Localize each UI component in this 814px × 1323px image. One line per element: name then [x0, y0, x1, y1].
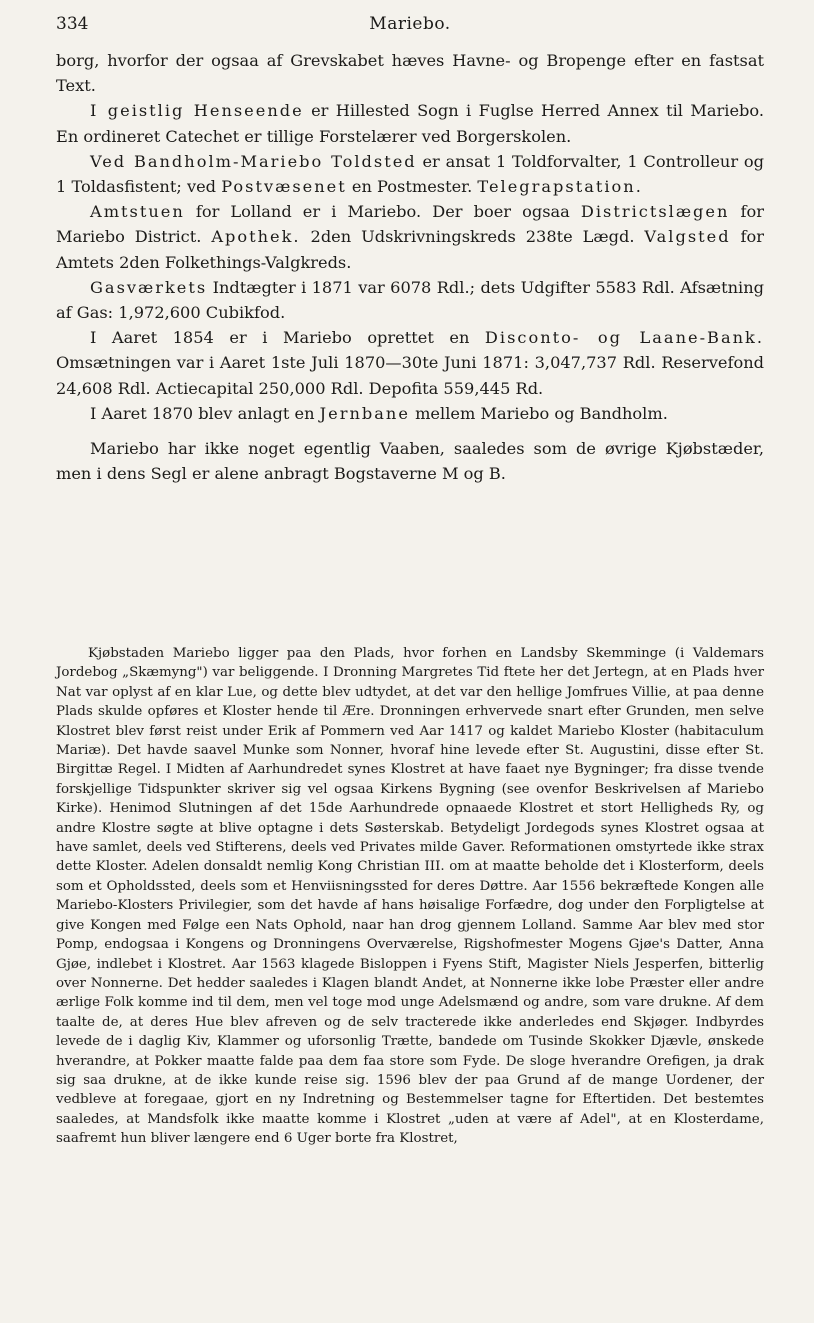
lead-jernbane: Jernbane [319, 403, 410, 423]
text-gasvaerk: Indtægter i 1871 var 6078 Rdl.; dets Udgifter 5583 Rdl. Afsætning af Gas: 1,972,600 Cubikfod. [56, 277, 764, 323]
paragraph-bank [56, 325, 764, 401]
text-amtstuen: for Lolland er i Mariebo. Der boer ogsaa [184, 202, 581, 222]
text-bank-intro: I Aaret 1854 er i Mariebo oprettet en [90, 328, 485, 348]
text-postvaesen: en Postmester. [346, 177, 478, 197]
paragraph-vaaben: Mariebo har ikke noget egentlig Vaaben, saaledes som de øvrige Kjøbstæder, men i dens Segl er alene anbragt Bogstaverne M og B. [56, 439, 764, 484]
text-jernbane: mellem Mariebo og Bandholm. [409, 403, 668, 423]
lead-districtslaege: Districtslægen [580, 202, 730, 222]
history-paragraph: Kjøbstaden Mariebo ligger paa den Plads, hvor forhen en Landsby Skemminge (i Valdemars Jordebog „Skæmyng") var beliggende. I Dronning Margretes Tid ftete her det Jertegn, at en Plads hver Nat var oplyst af en klar Lue, og dette blev udtydet, at det var den hellige Jomfrues Villie, at paa denne Plads skulde opføres et Kloster hende til Ære. Dronningen erhvervede snart efter Grunden, men selve Klostret blev først reist under Erik af Pommern ved Aar 1417 og kaldet Mariebo Kloster (habitaculum Mariæ). Det havde saavel Munke som Nonner, hvoraf hine levede efter St. Augustini, disse efter St. Birgittæ Regel. I Midten af Aarhundredet synes Klostret at have faaet nye Bygninger; fra disse tvende forskjellige Tidspunkter skriver sig vel ogsaa Kirkens Bygning (see ovenfor Beskrivelsen af Mariebo Kirke). Henimod Slutningen af det 15de Aarhundrede opnaaede Klostret et stort Helligheds Ry, og andre Klostre søgte at blive optagne i dets Søsterskab. Betydeligt Jordegods synes Klostret ogsaa at have samlet, deels ved Stifterens, deels ved Privates milde Gaver. Reformationen omstyrtede ikke strax dette Kloster. Adelen donsaldt nemlig Kong Christian III. om at maatte beholde det i Klosterform, deels som et Opholdssted, deels som et Henviisningssted for deres Døttre. Aar 1556 bekræftede Kongen alle Mariebo-Klosters Privilegier, som det havde af hans høisalige Forfædre, dog under den Forpligtelse at give Kongen med Følge een Nats Ophold, naar han drog gjennem Lolland. Samme Aar blev med stor Pomp, endogsaa i Kongens og Dronningens Overværelse, Rigshofmester Mogens Gjøe's Datter, Anna Gjøe, indlebet i Klostret. Aar 1563 klagede Bisloppen i Fyens Stift, Magister Niels Jesperfen, bitterlig over Nonnerne. Det hedder saaledes i Klagen blandt Andet, at Nonnerne ikke lobe Præster eller andre ærlige Folk komme ind til dem, men vel toge mod unge Adelsmænd og andre, som vare drukne. Af dem taalte de, at deres Hue blev afreven og de selv tracterede ikke anderledes end Skjøger. Indbyrdes levede de i daglig Kiv, Klammer og uforsonlig Trætte, bandede om Tusinde Skokker Djævle, ønskede hverandre, at Pokker maatte falde paa dem faa store som Fyde. De sloge hverandre Orefigen, ja drak sig saa drukne, at de ikke kunde reise sig. 1596 blev der paa Grund af de mange Uordener, der vedbleve at foregaae, gjort en ny Indretning og Bestemmelser tagne for Eftertiden. Det bestemtes saaledes, at Mandsfolk ikke maatte komme i Klostret „uden at være af Adel", at en Klosterdame, saafremt hun bliver længere end 6 Uger borte fra Klostret, [56, 646, 764, 1147]
lead-valgsted: Valgsted [644, 227, 731, 247]
lead-apothek: Apothek. [211, 227, 301, 247]
paragraph-toldsted [56, 149, 764, 199]
page-number: 334 [56, 14, 89, 34]
lead-amtstuen: Amtstuen [90, 202, 185, 222]
running-title: Mariebo. [369, 14, 451, 34]
paragraph-jernbane [56, 401, 764, 426]
main-text [56, 48, 764, 486]
lead-bank: Disconto- og Laane-Bank. [484, 328, 764, 348]
lead-toldsted: Ved Bandholm-Mariebo Toldsted [90, 151, 417, 171]
text-districtslaege: for Mariebo District. [56, 202, 764, 247]
lead-geistlig: I geistlig Henseende [90, 101, 304, 121]
text-valgsted: for Amtets 2den Folkethings-Valgkreds. [56, 227, 764, 272]
text-apothek: 2den Udskrivningskreds 238te Lægd. [300, 227, 645, 247]
paragraph-amtstuen [56, 199, 764, 275]
paragraph-gasvaerk [56, 275, 764, 325]
paragraph-continuation: borg, hvorfor der ogsaa af Grevskabet hæves Havne- og Bropenge efter en fastsat Text. [56, 51, 764, 96]
lead-postvaesen: Postvæsenet [221, 177, 347, 197]
text-geistlig: er Hillested Sogn i Fuglse Herred Annex til Mariebo. En ordineret Catechet er tillige Forstelærer ved Borgerskolen. [56, 101, 765, 146]
lead-gasvaerk: Gasværkets [90, 277, 208, 297]
paragraph-geistlig [56, 98, 764, 148]
text-jernbane-intro: I Aaret 1870 blev anlagt en [90, 403, 320, 423]
history-note [56, 644, 764, 1149]
text-toldsted: er ansat 1 Toldforvalter, 1 Controlleur og 1 Toldasfistent; ved [56, 151, 764, 197]
text-bank: Omsætningen var i Aaret 1ste Juli 1870—30te Juni 1871: 3,047,737 Rdl. Reservefond 24,608 Rdl. Actiecapital 250,000 Rdl. Depofita 559,445 Rd. [56, 353, 764, 398]
page-header [56, 14, 764, 40]
lead-telegraf: Telegrapstation. [477, 177, 643, 197]
